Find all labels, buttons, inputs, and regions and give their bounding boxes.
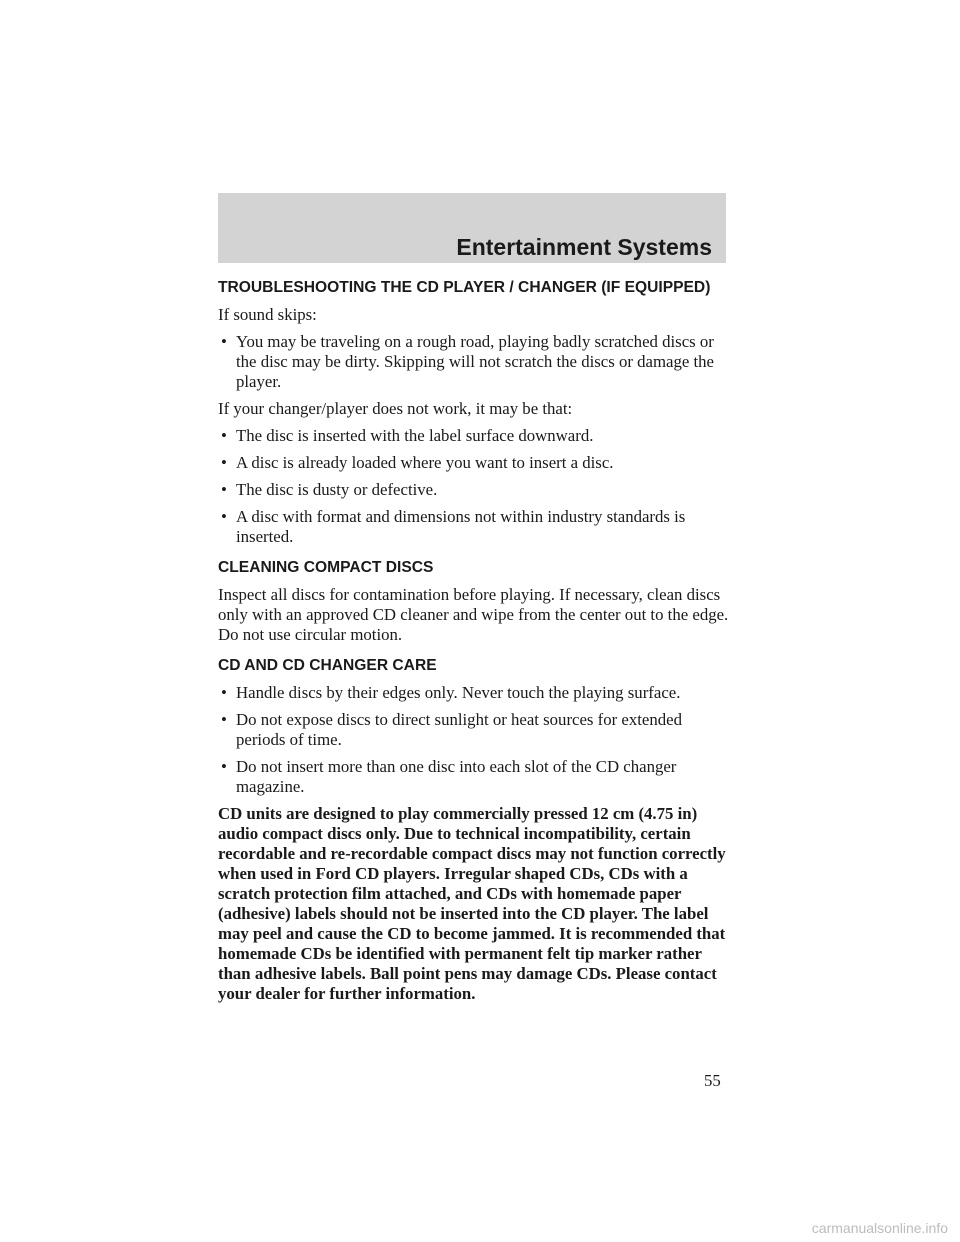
not-work-intro: If your changer/player does not work, it may be that: (218, 399, 573, 418)
bullet-icon: • (221, 426, 227, 445)
list-item-text: Handle discs by their edges only. Never touch the playing surface. (236, 683, 681, 702)
list-item (218, 683, 730, 703)
page-content (218, 278, 730, 1004)
section-title: Entertainment Systems (456, 234, 712, 260)
bullet-icon: • (221, 507, 227, 526)
skips-intro: If sound skips: (218, 305, 317, 324)
list-item-text: The disc is dusty or defective. (236, 480, 438, 499)
list-item-text: Do not expose discs to direct sunlight or heat sources for extended periods of time. (236, 710, 682, 749)
watermark: carmanualsonline.info (811, 1220, 948, 1236)
list-item (218, 332, 730, 392)
bullet-icon: • (221, 683, 227, 702)
not-work-causes-list (218, 426, 730, 547)
list-item-text: Do not insert more than one disc into each slot of the CD changer magazine. (236, 757, 677, 796)
cd-compatibility-warning: CD units are designed to play commercially pressed 12 cm (4.75 in) audio compact discs only. Due to technical incompatibility, certain recordable and re-recordable compact discs may not function correctly when used in Ford CD players. Irregular shaped CDs, CDs with a scratch protection film attached, and CDs with homemade paper (adhesive) labels should not be inserted into the CD player. The label may peel and cause the CD to become jammed. It is recommended that homemade CDs be identified with permanent felt tip marker rather than adhesive labels. Ball point pens may damage CDs. Please contact your dealer for further information. (218, 804, 726, 1003)
bullet-icon: • (221, 757, 227, 776)
list-item-text: A disc is already loaded where you want to insert a disc. (236, 453, 614, 472)
cleaning-heading: CLEANING COMPACT DISCS (218, 559, 434, 576)
list-item (218, 710, 730, 750)
list-item-text: The disc is inserted with the label surface downward. (236, 426, 594, 445)
bullet-icon: • (221, 480, 227, 499)
list-item (218, 757, 730, 797)
list-item-text: You may be traveling on a rough road, playing badly scratched discs or the disc may be dirty. Skipping will not scratch the discs or damage the player. (236, 332, 715, 391)
care-list (218, 683, 730, 797)
section-header-band (218, 193, 726, 263)
list-item-text: A disc with format and dimensions not within industry standards is inserted. (236, 507, 686, 546)
troubleshooting-heading: TROUBLESHOOTING THE CD PLAYER / CHANGER (IF EQUIPPED) (218, 279, 711, 296)
list-item (218, 507, 730, 547)
list-item (218, 453, 730, 473)
care-heading: CD AND CD CHANGER CARE (218, 657, 437, 674)
cleaning-body: Inspect all discs for contamination before playing. If necessary, clean discs only with an approved CD cleaner and wipe from the center out to the edge. Do not use circular motion. (218, 585, 729, 644)
bullet-icon: • (221, 453, 227, 472)
list-item (218, 480, 730, 500)
bullet-icon: • (221, 332, 227, 351)
page-number: 55 (704, 1071, 721, 1090)
bullet-icon: • (221, 710, 227, 729)
list-item (218, 426, 730, 446)
skip-causes-list (218, 332, 730, 392)
